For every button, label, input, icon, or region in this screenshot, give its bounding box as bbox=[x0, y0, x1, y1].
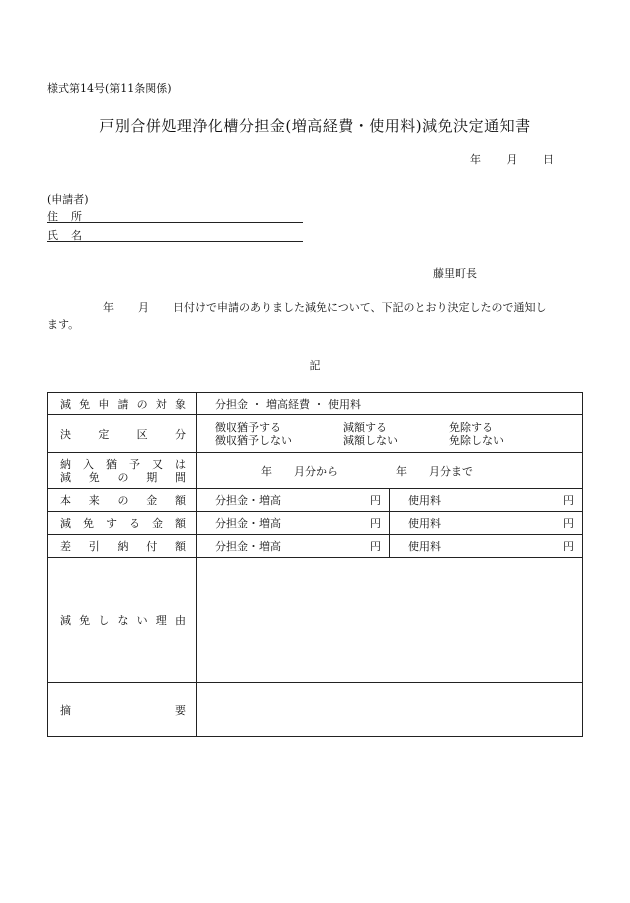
option-no-exempt: 免除しない bbox=[449, 433, 504, 447]
label-char: 金 bbox=[152, 517, 163, 530]
net-label bbox=[48, 538, 196, 554]
label-char: 猶 bbox=[106, 457, 117, 471]
reduce-label bbox=[48, 515, 196, 531]
target-label bbox=[48, 396, 196, 412]
label-char: 納 bbox=[117, 540, 129, 553]
label-char: の bbox=[117, 494, 129, 507]
address-label-1: 住 bbox=[47, 210, 58, 223]
label-char: 免 bbox=[83, 517, 94, 530]
label-char: 請 bbox=[117, 397, 129, 411]
issue-date: 年 月 日 bbox=[470, 153, 554, 166]
document-title: 戸別合併処理浄化槽分担金(増高経費・使用料)減免決定通知書 bbox=[99, 117, 531, 135]
row-target bbox=[48, 393, 583, 415]
label-char: 来 bbox=[88, 494, 100, 507]
decision-table bbox=[47, 392, 583, 737]
label-char: 対 bbox=[155, 397, 167, 411]
label-char: 額 bbox=[175, 517, 186, 530]
label-char: 金 bbox=[146, 494, 158, 507]
ki-heading: 記 bbox=[309, 359, 321, 372]
address-field bbox=[47, 208, 303, 223]
form-number: 様式第14号(第11条関係) bbox=[47, 82, 172, 95]
row-net: 差 引 納 付 額 分担金・増高 円 使用料 円 bbox=[48, 535, 583, 558]
summary-value bbox=[197, 683, 583, 737]
label-char: 付 bbox=[146, 540, 158, 553]
label-char: 入 bbox=[83, 457, 94, 471]
label-char: 減 bbox=[60, 397, 71, 411]
decision-options bbox=[197, 421, 582, 447]
period-value bbox=[197, 463, 582, 479]
option-no-defer: 徴収猶予しない bbox=[215, 433, 292, 447]
label-char: の bbox=[136, 397, 148, 411]
label-char: 申 bbox=[98, 397, 110, 411]
label-char: 額 bbox=[175, 494, 186, 507]
label-char: 又 bbox=[152, 457, 163, 471]
period-until: 月分まで bbox=[429, 464, 473, 478]
body-year: 年 bbox=[103, 301, 114, 314]
target-value: 分担金 ・ 増高経費 ・ 使用料 bbox=[215, 397, 361, 411]
label-char: 差 bbox=[60, 540, 71, 553]
body-text-2: ます。 bbox=[47, 318, 80, 331]
original-label bbox=[48, 492, 196, 508]
label-char: 本 bbox=[60, 494, 71, 507]
label-char: し bbox=[98, 614, 110, 627]
option-defer: 徴収猶予する bbox=[215, 420, 281, 434]
label-char: 減 bbox=[60, 517, 71, 530]
period-from: 月分から bbox=[294, 464, 338, 478]
body-text-1: 日付けで申請のありました減免について、下記のとおり決定したので通知し bbox=[173, 301, 547, 314]
name-field bbox=[47, 227, 303, 242]
body-text bbox=[47, 298, 582, 335]
label-char: 免 bbox=[79, 614, 91, 627]
label-char: 免 bbox=[79, 397, 91, 411]
option-no-reduce: 減額しない bbox=[343, 433, 398, 447]
label-char: る bbox=[129, 517, 140, 530]
label-char: 引 bbox=[88, 540, 100, 553]
period-year-1: 年 bbox=[261, 464, 272, 478]
row-period bbox=[48, 453, 583, 489]
label-char: 象 bbox=[174, 397, 186, 411]
label-char: す bbox=[106, 517, 117, 530]
label-char: 減 bbox=[60, 614, 71, 627]
summary-label: 摘 要 bbox=[60, 703, 186, 717]
reason-label bbox=[48, 612, 196, 628]
option-reduce: 減額する bbox=[343, 420, 387, 434]
period-year-2: 年 bbox=[396, 464, 407, 478]
option-exempt: 免除する bbox=[449, 420, 493, 434]
period-label: 納 入 猶 予 又 は 減 免 の 期 間 bbox=[60, 457, 186, 484]
label-char: 予 bbox=[129, 457, 140, 471]
row-decision bbox=[48, 415, 583, 453]
row-reduce: 減 免 す る 金 額 分担金・増高 円 使用料 円 bbox=[48, 512, 583, 535]
label-char: 額 bbox=[175, 540, 186, 553]
address-label-2: 所 bbox=[71, 210, 82, 223]
row-summary bbox=[48, 683, 583, 737]
label-char: は bbox=[175, 457, 186, 471]
decision-label: 決 定 区 分 bbox=[60, 427, 186, 441]
applicant-label: (申請者) bbox=[47, 193, 89, 206]
label-char: 納 bbox=[60, 457, 71, 471]
label-char: 由 bbox=[174, 614, 186, 627]
body-month: 月 bbox=[138, 301, 149, 314]
label-char: 理 bbox=[155, 614, 167, 627]
row-original: 本 来 の 金 額 分担金・増高 円 使用料 円 bbox=[48, 489, 583, 512]
label-char: な bbox=[117, 614, 129, 627]
issuer: 藤里町長 bbox=[433, 267, 477, 280]
label-char: い bbox=[136, 614, 148, 627]
name-label-1: 氏 bbox=[47, 229, 58, 242]
reason-value bbox=[197, 558, 583, 683]
row-reason bbox=[48, 558, 583, 683]
name-label-2: 名 bbox=[71, 229, 82, 242]
